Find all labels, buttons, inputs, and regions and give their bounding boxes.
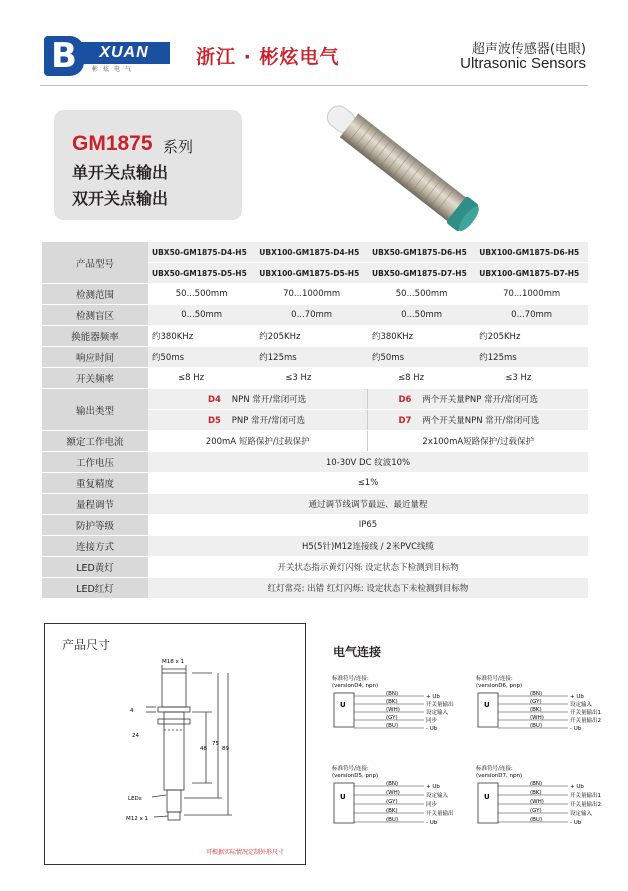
row-label-led-yellow: LED黄灯 xyxy=(42,557,148,578)
model-cell: UBX50-GM1875-D5-H5 xyxy=(148,263,255,284)
freq-cell: 约380KHz xyxy=(148,326,255,347)
freq-cell: 约205KHz xyxy=(475,326,588,347)
electrical-title: 电气连接 xyxy=(333,645,382,659)
table-row xyxy=(42,473,588,494)
voltage-value: 10-30V DC 纹波10% xyxy=(148,452,588,473)
pin-color: (BK) xyxy=(386,808,398,814)
row-label-range: 检测范围 xyxy=(42,284,148,305)
adjust-value: 通过调节线调节最远、最近量程 xyxy=(148,494,588,515)
wiring-version: (versionD6, pnp) xyxy=(476,683,523,689)
pin-label: 同步 xyxy=(426,718,438,724)
table-row xyxy=(42,347,588,368)
table-row xyxy=(42,536,588,557)
pin-color: (WH) xyxy=(386,707,400,713)
pin-color: (BU) xyxy=(386,723,399,729)
row-label-response: 响应时间 xyxy=(42,347,148,368)
output-code: D5 xyxy=(208,416,221,426)
output-d5 xyxy=(148,410,368,431)
current-left: 200mA 短路保护/过载保护 xyxy=(148,431,368,452)
output-code: D7 xyxy=(398,416,412,426)
blind-cell: 0...50mm xyxy=(368,305,475,326)
pin-color: (BU) xyxy=(530,817,543,823)
table-row xyxy=(42,578,588,599)
pin-color: (BN) xyxy=(386,781,399,787)
pin-label: + Ub xyxy=(570,694,584,700)
row-label-output: 输出类型 xyxy=(42,389,148,431)
blind-cell: 0...50mm xyxy=(148,305,255,326)
pin-label: 开关量输出 xyxy=(426,811,454,817)
output-d4 xyxy=(148,389,368,410)
table-row xyxy=(42,368,588,389)
pin-color: (BN) xyxy=(530,691,543,697)
model-cell: UBX100-GM1875-D4-H5 xyxy=(255,242,368,263)
pin-color: (BK) xyxy=(530,790,542,796)
row-label-led-red: LED红灯 xyxy=(42,578,148,599)
wiring-d6 xyxy=(474,673,614,753)
table-row xyxy=(42,242,588,263)
led-red-value: 红灯常亮: 出错 红灯闪烁: 设定状态下未检测到目标物 xyxy=(148,578,588,599)
row-label-repeat: 重复精度 xyxy=(42,473,148,494)
switch-freq-cell: ≤3 Hz xyxy=(475,368,588,389)
output-desc: 两个开关量PNP 常开/常闭可选 xyxy=(422,395,538,405)
table-row xyxy=(42,284,588,305)
logo-text: XUAN xyxy=(78,42,170,64)
model-cell: UBX50-GM1875-D6-H5 xyxy=(368,242,475,263)
category-en: Ultrasonic Sensors xyxy=(460,55,586,72)
output-d6 xyxy=(368,389,588,410)
pin-color: (GY) xyxy=(386,799,398,805)
pin-color: (BN) xyxy=(530,781,543,787)
blind-cell: 0...70mm xyxy=(255,305,368,326)
pin-label: 设定输入 xyxy=(570,811,593,817)
current-right: 2x100mA短路保护/过载保护 xyxy=(368,431,588,452)
dim-label-4: 4 xyxy=(130,708,134,714)
range-cell: 50...500mm xyxy=(368,284,475,305)
pin-color: (WH) xyxy=(530,715,544,721)
range-cell: 50...500mm xyxy=(148,284,255,305)
dimension-drawing xyxy=(110,655,260,845)
brand-logo xyxy=(44,36,172,76)
wiring-version: (versionD5, pnp) xyxy=(332,773,379,779)
pin-label: 开关量输出2 xyxy=(570,802,601,808)
dim-label-75: 75 xyxy=(212,741,219,747)
pin-color: (BK) xyxy=(530,707,542,713)
table-row xyxy=(42,431,588,452)
repeat-value: ≤1% xyxy=(148,473,588,494)
wiring-version: (versionD7, npn) xyxy=(476,773,523,779)
blind-cell: 0...70mm xyxy=(475,305,588,326)
pin-label: 开关量输出1 xyxy=(570,710,601,716)
dim-label-89: 89 xyxy=(222,746,229,752)
output-desc: NPN 常开/常闭可选 xyxy=(231,395,307,405)
output-code: D4 xyxy=(208,395,221,405)
model-cell: UBX100-GM1875-D5-H5 xyxy=(255,263,368,284)
pin-label: 设定输入 xyxy=(426,710,449,716)
wiring-d5 xyxy=(330,763,470,843)
svg-text:U: U xyxy=(484,701,490,709)
wiring-heading: 标准符号/连接: xyxy=(332,766,369,772)
dimensions-note: 可根据实际情况定制外形尺寸 xyxy=(206,849,285,856)
pin-color: (BU) xyxy=(386,817,399,823)
switch-freq-cell: ≤8 Hz xyxy=(148,368,255,389)
table-row xyxy=(42,494,588,515)
connection-value: H5(5针)M12连接线 / 2米PVC线缆 xyxy=(148,536,588,557)
table-row xyxy=(42,515,588,536)
product-series: 系列 xyxy=(163,138,194,156)
freq-cell: 约380KHz xyxy=(368,326,475,347)
wiring-heading: 标准符号/连接: xyxy=(476,676,513,682)
wiring-d4 xyxy=(330,673,470,753)
dim-leds-label: LEDs xyxy=(128,796,142,802)
pin-color: (WH) xyxy=(386,790,400,796)
switch-freq-cell: ≤8 Hz xyxy=(368,368,475,389)
company-name: 浙江 · 彬炫电气 xyxy=(196,46,340,68)
dim-thread-top: M18 x 1 xyxy=(162,659,184,665)
response-cell: 约50ms xyxy=(368,347,475,368)
pin-label: + Ub xyxy=(570,784,584,790)
row-label-freq: 换能器频率 xyxy=(42,326,148,347)
response-cell: 约125ms xyxy=(475,347,588,368)
freq-cell: 约205KHz xyxy=(255,326,368,347)
table-row xyxy=(42,452,588,473)
category-cn: 超声波传感器(电眼) xyxy=(471,42,586,57)
table-row xyxy=(42,389,588,410)
row-label-protection: 防护等级 xyxy=(42,515,148,536)
wiring-heading: 标准符号/连接: xyxy=(332,676,369,682)
svg-text:U: U xyxy=(484,793,490,801)
svg-text:U: U xyxy=(340,793,346,801)
protection-value: IP65 xyxy=(148,515,588,536)
logo-letter: B xyxy=(44,36,84,76)
model-cell: UBX100-GM1875-D7-H5 xyxy=(475,263,588,284)
pin-color: (GY) xyxy=(530,699,542,705)
row-label-current: 额定工作电流 xyxy=(42,431,148,452)
pin-label: - Ub xyxy=(426,820,438,826)
row-label-connection: 连接方式 xyxy=(42,536,148,557)
dim-label-48: 48 xyxy=(200,746,207,752)
table-row xyxy=(42,557,588,578)
row-label-adjust: 量程调节 xyxy=(42,494,148,515)
output-desc: 两个开关量NPN 常开/常闭可选 xyxy=(422,416,540,426)
pin-label: 开关量输出 xyxy=(426,702,454,708)
pin-color: (GY) xyxy=(386,715,398,721)
pin-color: (BU) xyxy=(530,723,543,729)
model-cell: UBX50-GM1875-D4-H5 xyxy=(148,242,255,263)
model-cell: UBX100-GM1875-D6-H5 xyxy=(475,242,588,263)
row-label-switch-freq: 开关频率 xyxy=(42,368,148,389)
wiring-version: (versionD4, npn) xyxy=(332,683,379,689)
dimensions-title: 产品尺寸 xyxy=(62,638,111,652)
row-label-models: 产品型号 xyxy=(42,242,148,284)
range-cell: 70...1000mm xyxy=(255,284,368,305)
wiring-heading: 标准符号/连接: xyxy=(476,766,513,772)
table-row xyxy=(42,305,588,326)
pin-color: (BN) xyxy=(386,691,399,697)
switch-freq-cell: ≤3 Hz xyxy=(255,368,368,389)
row-label-blind: 检测盲区 xyxy=(42,305,148,326)
model-cell: UBX50-GM1875-D7-H5 xyxy=(368,263,475,284)
dim-thread-bottom: M12 x 1 xyxy=(126,816,148,822)
pin-label: - Ub xyxy=(570,726,582,732)
pin-label: - Ub xyxy=(570,820,582,826)
pin-color: (BK) xyxy=(386,699,398,705)
row-label-voltage: 工作电压 xyxy=(42,452,148,473)
led-yellow-value: 开关状态指示黄灯闪烁 设定状态下检测到目标物 xyxy=(148,557,588,578)
title-line-single: 单开关点输出 xyxy=(72,163,169,182)
sensor-product-image xyxy=(300,104,510,234)
pin-label: 开关量输出2 xyxy=(570,718,601,724)
pin-color: (GY) xyxy=(530,808,542,814)
output-desc: PNP 常开/常闭可选 xyxy=(231,416,305,426)
logo-subtext: 彬炫电气 xyxy=(92,66,137,73)
pin-label: + Ub xyxy=(426,694,440,700)
output-d7 xyxy=(368,410,588,431)
header-divider xyxy=(40,85,588,86)
table-row xyxy=(42,326,588,347)
title-line-double: 双开关点输出 xyxy=(72,189,169,208)
range-cell: 70...1000mm xyxy=(475,284,588,305)
pin-label: 同步 xyxy=(426,802,438,808)
wiring-d7 xyxy=(474,763,614,843)
pin-label: - Ub xyxy=(426,726,438,732)
output-code: D6 xyxy=(398,395,412,405)
svg-text:U: U xyxy=(340,701,346,709)
product-model: GM1875 xyxy=(72,132,153,155)
response-cell: 约50ms xyxy=(148,347,255,368)
pin-color: (WH) xyxy=(530,799,544,805)
pin-label: + Ub xyxy=(426,784,440,790)
response-cell: 约125ms xyxy=(255,347,368,368)
pin-label: 设定输入 xyxy=(570,702,593,708)
pin-label: 设定输入 xyxy=(426,793,449,799)
spec-table xyxy=(42,242,588,599)
pin-label: 开关量输出1 xyxy=(570,793,601,799)
dim-label-24: 24 xyxy=(132,733,139,739)
